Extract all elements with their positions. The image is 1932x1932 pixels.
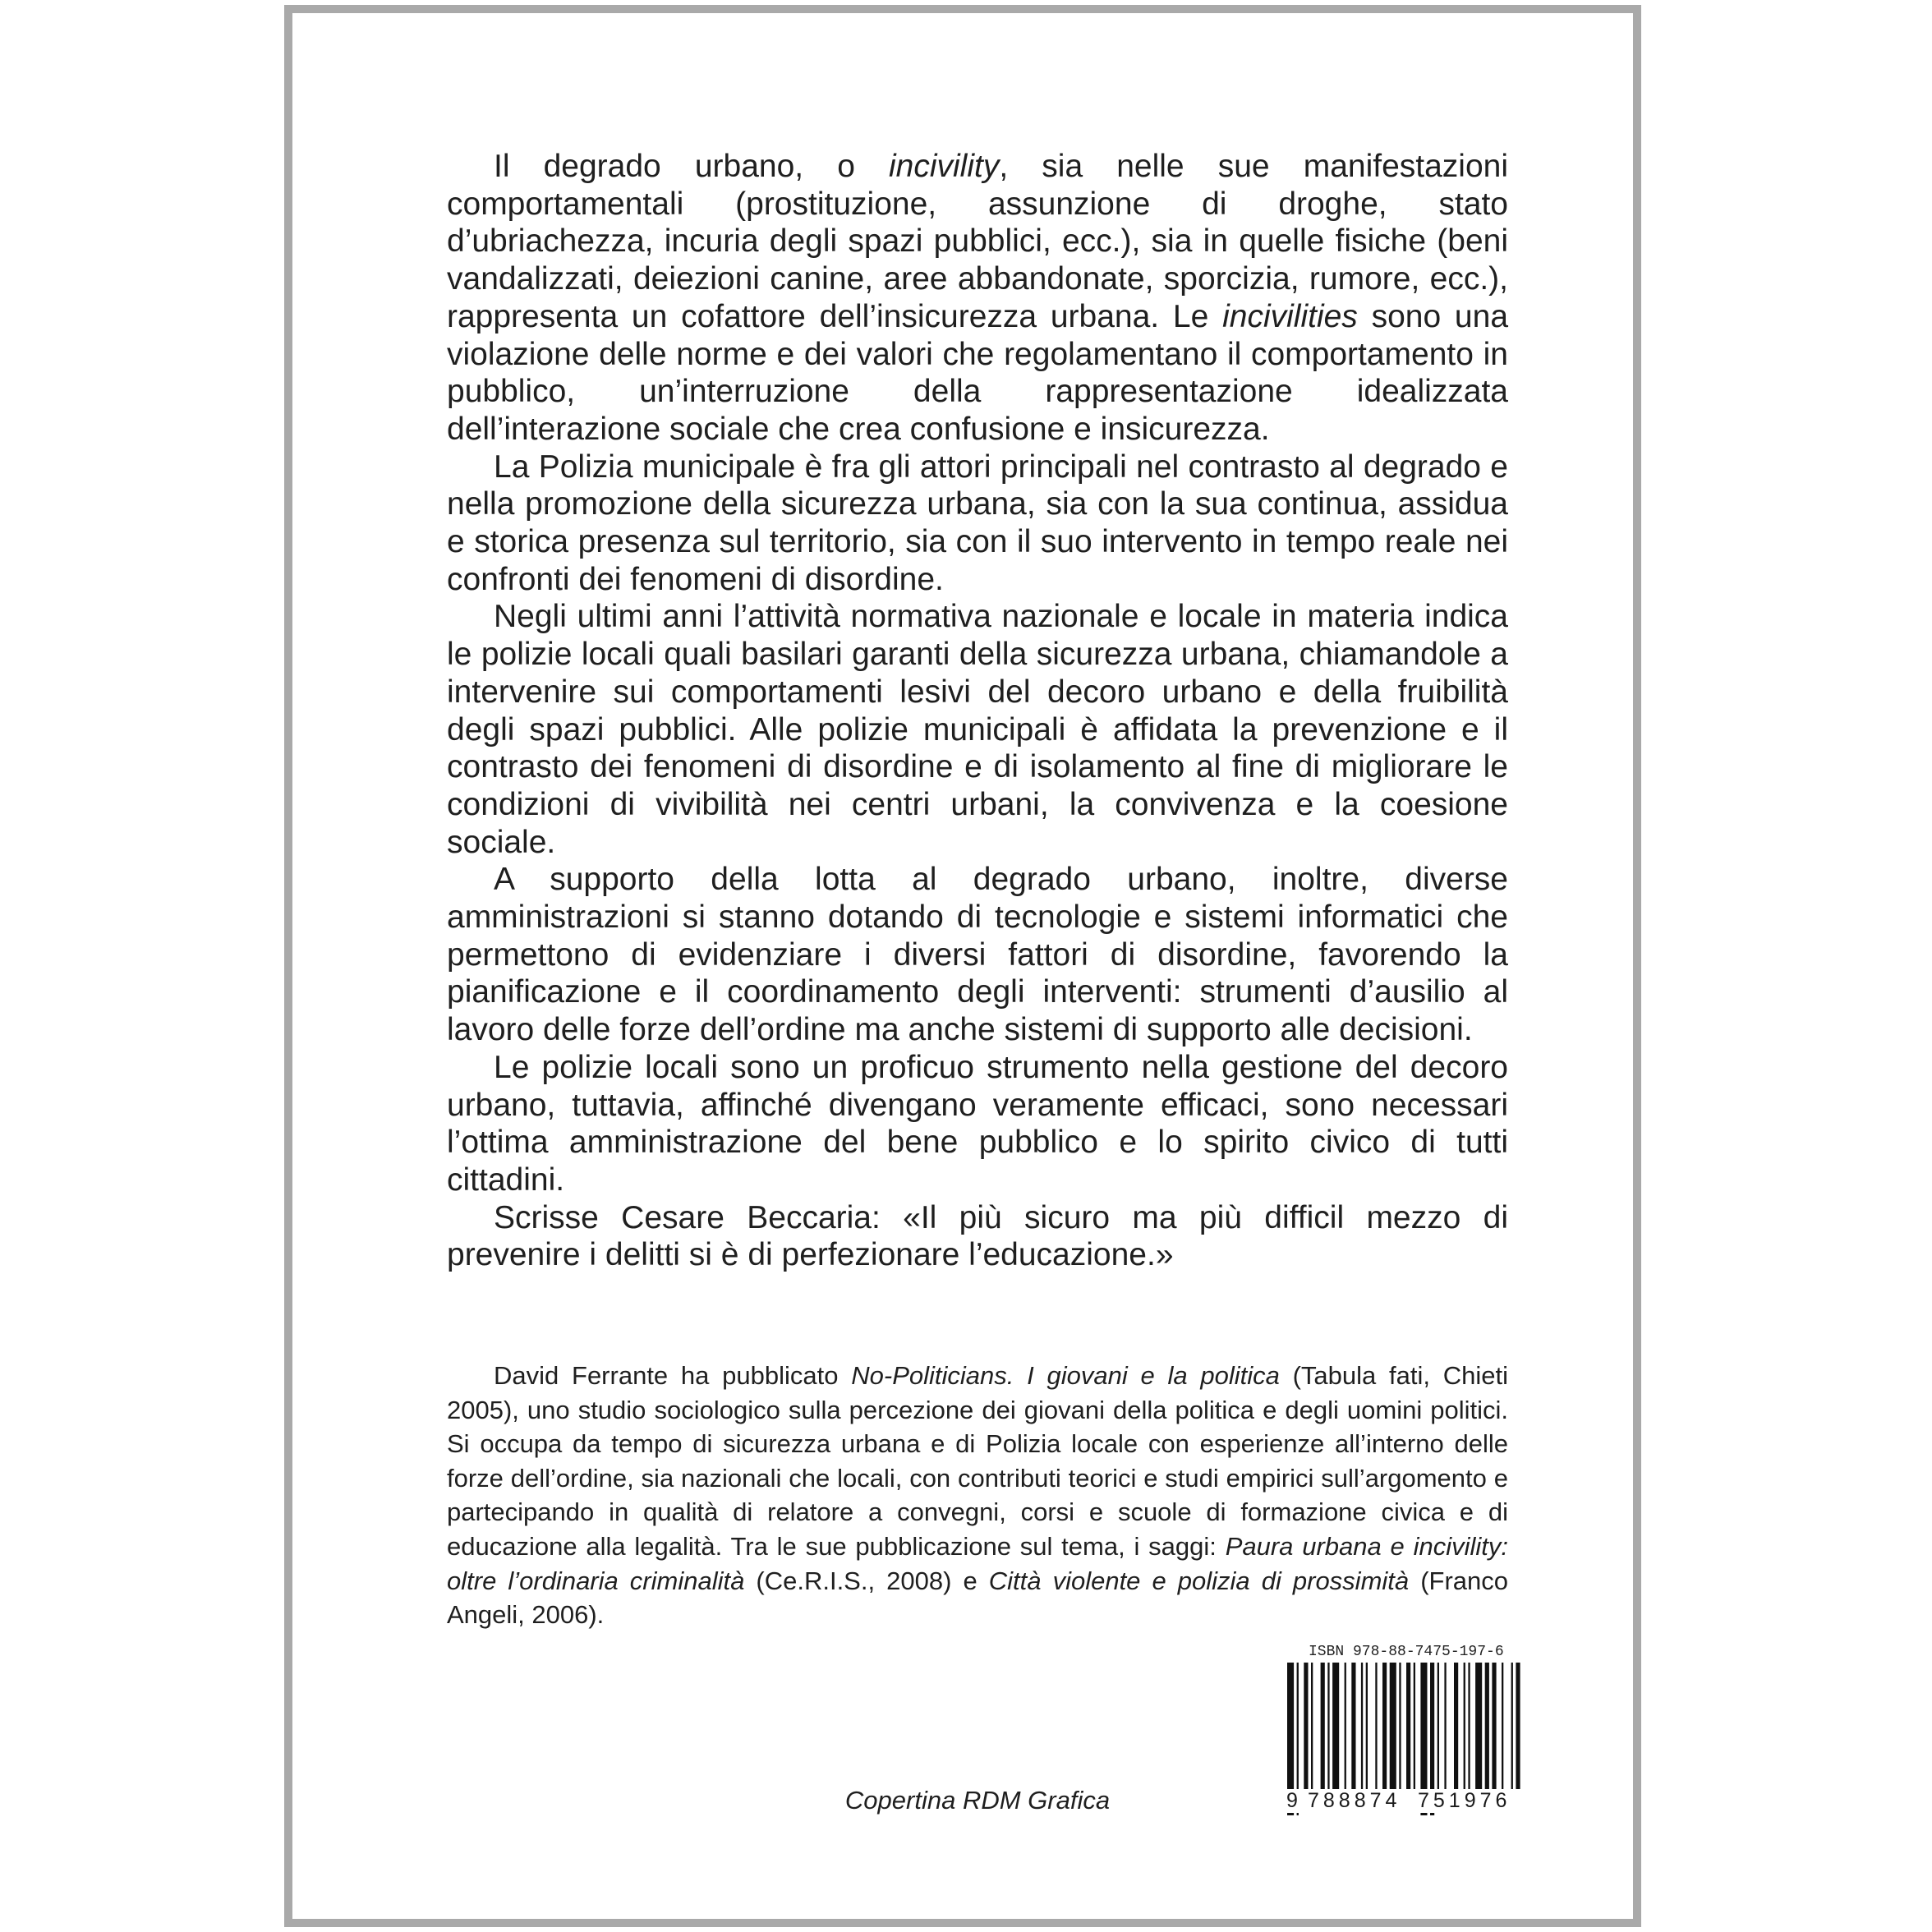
- text-run: , sia nelle sue manifestazioni comportamentali (prostituzione, assunzione di droghe, stato d’ubriachezza, incuria degli spazi pubblici, ecc.), sia in quelle fisiche (beni vandalizzati, deiezioni canine, aree abbandonate, sporcizia, rumore, ecc.), rappresenta un cofattore dell’insicurezza urbana. Le: [447, 149, 1508, 334]
- ean-first-digit: 9: [1286, 1789, 1298, 1812]
- bio-run: (Franco Angeli, 2006).: [447, 1566, 1508, 1630]
- cover-credit: Copertina RDM Grafica: [844, 1786, 1111, 1815]
- cover-paragraph: [447, 1199, 1508, 1274]
- barcode-bar: [1475, 1663, 1482, 1789]
- text-run: Scrisse Cesare Beccaria: «Il più sicuro ma più difficil mezzo di prevenire i delitti si è di perfezionare l’educazione.»: [447, 1199, 1508, 1273]
- ean-right-group: 751976: [1418, 1789, 1511, 1812]
- cover-paragraph: [447, 448, 1508, 599]
- barcode-bar: [1414, 1663, 1415, 1789]
- barcode-bar: [1438, 1663, 1439, 1789]
- barcode-bar: [1327, 1663, 1329, 1789]
- book-title: No-Politicians. I giovani e la politica: [851, 1361, 1280, 1390]
- bio-run: David Ferrante ha pubblicato: [494, 1361, 852, 1390]
- isbn-label: ISBN 978-88-7475-197-6: [1309, 1644, 1504, 1660]
- text-run: Il degrado urbano, o: [494, 149, 889, 184]
- barcode-bar: [1511, 1663, 1513, 1789]
- book-title: Città violente e polizia di prossimità: [988, 1566, 1410, 1595]
- barcode-bar: [1366, 1663, 1368, 1789]
- barcode-bar: [1390, 1663, 1396, 1789]
- cover-paragraph: [447, 1049, 1508, 1199]
- text-run: Negli ultimi anni l’attività normativa nazionale e locale in materia indica le polizie locali quali basilari garanti della sicurezza urbana, chiamandole a intervenire sui comportamenti lesivi del decoro urbano e della fruibilità degli spazi pubblici. Alle polizie municipali è affidata la prevenzione e il contrasto dei fenomeni di disordine e di isolamento al fine di migliorare le condizioni di vivibilità nei centri urbani, la convivenza e la coesione sociale.: [447, 599, 1508, 860]
- cover-paragraph: [447, 148, 1508, 448]
- text-run: La Polizia municipale è fra gli attori principali nel contrasto al degrado e nella promozione della sicurezza urbana, sia con la sua continua, assidua e storica presenza sul territorio, sia con il suo intervento in tempo reale nei confronti dei fenomeni di disordine.: [447, 448, 1508, 597]
- cover-paragraph: [447, 598, 1508, 861]
- barcode-bar: [1361, 1663, 1363, 1789]
- book-title: Paura urbana e incivility: oltre l’ordinaria criminalità: [447, 1531, 1508, 1595]
- bio-run: (Ce.R.I.S., 2008) e: [744, 1566, 989, 1595]
- barcode-bar: [1375, 1663, 1377, 1789]
- barcode-bar: [1464, 1663, 1465, 1789]
- barcode-bar: [1399, 1663, 1401, 1789]
- italic-term: incivility: [888, 149, 1000, 184]
- text-run: Le polizie locali sono un proficuo strumento nella gestione del decoro urbano, tuttavia, affinché divengano veramente efficaci, sono necessari l’ottima amministrazione del bene pubblico e lo spirito civico di tutti cittadini.: [447, 1049, 1508, 1198]
- bio-run: (Tabula fati, Chieti 2005), uno studio sociologico sulla percezione dei giovani della politica e degli uomini politici. Si occupa da tempo di sicurezza urbana e di Polizia locale con esperienze all’interno delle forze dell’ordine, sia nazionali che locali, con contributi teorici e studi empirici sull’argomento e partecipando in qualità di relatore a convegni, corsi e scuole di formazione civica e di educazione alla legalità. Tra le sue pubblicazione sul tema, i saggi:: [447, 1361, 1509, 1561]
- barcode-bar: [1321, 1663, 1325, 1789]
- barcode-bar: [1516, 1663, 1520, 1789]
- barcode-bar: [1332, 1663, 1339, 1789]
- barcode-bar: [1485, 1663, 1489, 1789]
- barcode-bar: [1382, 1663, 1387, 1789]
- ean-left-group: 788874: [1308, 1789, 1401, 1812]
- ean-digits: [1287, 1789, 1524, 1815]
- text-run: sono una violazione delle norme e dei valori che regolamentano il comportamento in pubblico, un’interruzione della rappresentazione idealizzata dell’interazione sociale che crea confusione e insicurezza.: [447, 298, 1509, 447]
- italic-term: incivilities: [1222, 298, 1358, 334]
- text-run: A supporto della lotta al degrado urbano, inoltre, diverse amministrazioni si stanno dotando di tecnologie e sistemi informatici che permettono di evidenziare i diversi fattori di disordine, favorendo la pianificazione e il coordinamento degli interventi: strumenti d’ausilio al lavoro delle forze dell’ordine ma anche sistemi di supporto alle decisioni.: [447, 862, 1508, 1048]
- barcode-bar: [1304, 1663, 1308, 1789]
- barcode-bar: [1311, 1663, 1313, 1789]
- cover-description: [447, 148, 1508, 1274]
- barcode-bar: [1345, 1663, 1346, 1789]
- barcode-bar: [1351, 1663, 1355, 1789]
- bio-paragraph: [447, 1359, 1508, 1632]
- barcode-bar: [1454, 1663, 1458, 1789]
- barcode-bar: [1492, 1663, 1496, 1789]
- barcode-bar: [1406, 1663, 1410, 1789]
- barcode-bar: [1502, 1663, 1503, 1789]
- barcode-bar: [1444, 1663, 1446, 1789]
- author-bio: [447, 1359, 1508, 1632]
- cover-paragraph: [447, 861, 1508, 1049]
- barcode-bar: [1468, 1663, 1470, 1789]
